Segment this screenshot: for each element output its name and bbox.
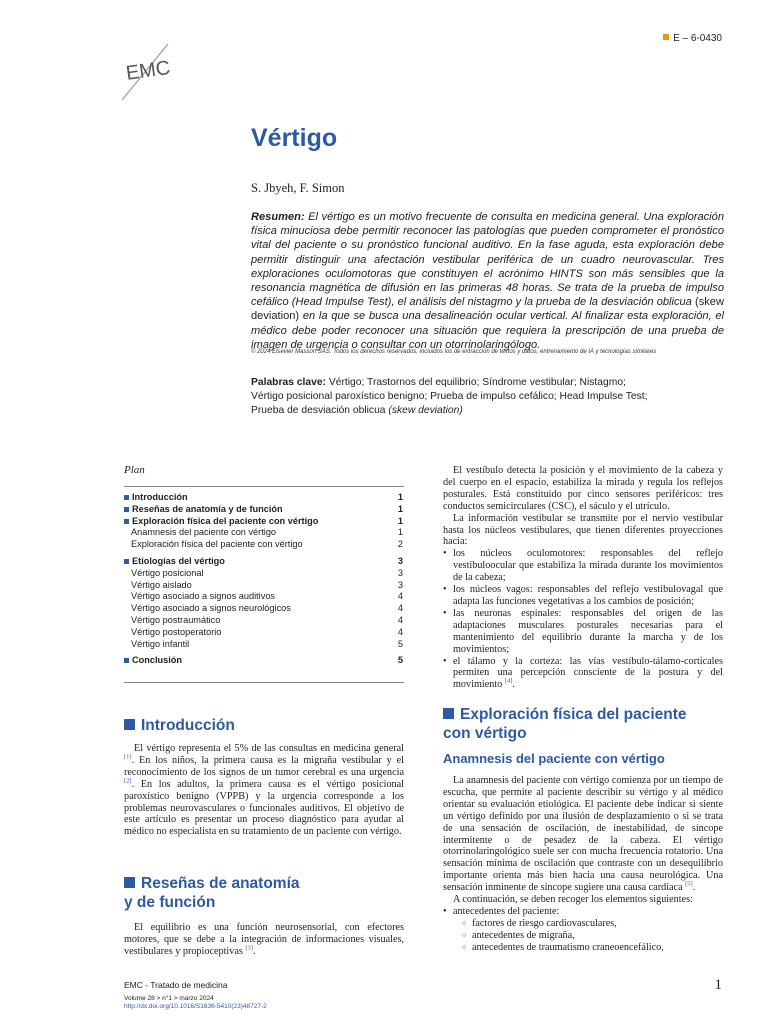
intro-paragraph: El vértigo representa el 5% de las consultas en medicina general [1]. En los niños, la primera causa es la migraña vestibular y el reconocimiento de los signos de un tumor cerebral es una urgencia [2]. En los adultos, la primera causa es el vértigo posicional paroxístico benigno (VPPB) y la urgencia corresponde a los problemas neurovasculares o funcionales auditivos. El objetivo de este artículo es presentar un proceso diagnóstico para ayudar al médico no especialista en su tratamiento de un paciente con vértigo. [124,743,404,838]
subsection-heading-anamnesis: Anamnesis del paciente con vértigo [443,751,665,766]
plan-item[interactable] [124,504,404,516]
section-heading-introduccion: Introducción [124,716,235,735]
volume-info: Volume 28 > n°1 > marzo 2024 http://dx.doi.org/10.1016/S1636-5410(23)48727-2 [124,995,267,1010]
paragraph: A continuación, se deben recoger los elementos siguientes: [453,894,693,906]
plan-item-page: 1 [397,503,403,514]
sublist-item: ○ factores de riesgo cardiovasculares, [453,918,723,930]
plan-item-label: Introducción [132,492,188,502]
copyright-notice: © 2024 Elsevier Masson SAS. Todos los derechos reservados, incluidos los de extracción de textos y datos, entrenamiento de IA y tecnologías similares [251,349,657,355]
plan-divider-bottom [124,682,404,683]
plan-item[interactable] [124,627,404,639]
list-item: • los núcleos oculomotores: responsables del reflejo vestibuloocular que estabiliza la mirada durante los movimientos de la cabeza; [443,548,723,584]
list-item: • antecedentes del paciente: ○ factores de riesgo cardiovasculares, ○ antecedentes de migraña, ○ antecedentes de traumatismo craneoencefálico, [443,906,723,954]
plan-item-page: 1 [397,515,403,526]
anatomy-paragraph: El equilibrio es una función neurosensorial, con efectores motores, que se debe a la integración de informaciones visuales, vestibulares y propioceptivas [3]. [124,922,404,957]
plan-item-page: 2 [397,539,403,550]
plan-item-page: 4 [397,591,403,602]
logo-text: EMC [124,56,172,85]
anamnesis-list [443,906,723,954]
plan-item-page: 5 [397,638,403,649]
reference-link[interactable]: [4] [504,677,513,685]
keywords-line-1: Palabras clave: Vértigo; Trastornos del equilibrio; Síndrome vestibular; Nistagmo; [251,377,626,388]
doi-link[interactable]: http://dx.doi.org/10.1016/S1636-5410(23)48727-2 [124,1003,267,1010]
keywords-line-3: Prueba de desviación oblicua (skew deviation) [251,405,463,416]
plan-item[interactable] [124,603,404,615]
vestibular-text [443,465,723,691]
plan-item[interactable] [124,556,404,568]
plan-item[interactable] [124,527,404,539]
article-code: E – 6-0430 [663,33,722,44]
plan-item-label: Vértigo asociado a signos auditivos [131,591,276,602]
list-item: • las neuronas espinales: responsables del origen de las adaptaciones musculares posturales necesarias para el mantenimiento del equilibrio durante la marcha y de los movimientos; [443,608,723,656]
plan-item-label: Conclusión [132,655,183,666]
plan-item[interactable] [124,516,404,528]
projection-list [443,548,723,691]
paragraph: La anamnesis del paciente con vértigo comienza por un tiempo de escucha, que permite al paciente describir su vértigo y al médico orientar su evaluación etiológica. El paciente debe indicar si siente un vértigo definido por una ilusión de desplazamiento o si se trata de una sensación de oscilación, de inestabilidad, de síncope intermitente o de pesadez de la cabeza. El vértigo otorrinolaringológico suele ser con mucha frecuencia rotatorio. Una sensación mínima de oscilación que contraste con un desequilibrio importante orienta más bien hacia una causa neurológica. Una sensación inminente de síncope sugiere una causa cardíaca [5]. [443,775,723,894]
plan-item[interactable] [124,655,404,667]
keywords-line-2: Vértigo posicional paroxístico benigno; Prueba de impulso cefálico; Head Impulse Test; [251,391,648,402]
plan-item-label: Exploración física del paciente con vértigo [131,539,303,550]
plan-item-label: Anamnesis del paciente con vértigo [131,527,277,538]
plan-item-page: 5 [397,655,403,666]
plan-item-page: 1 [397,492,403,502]
abstract-label: Resumen: [251,211,305,223]
sublist-item: ○ antecedentes de traumatismo craneoencefálico, [453,942,723,954]
list-item: • los núcleos vagos: responsables del reflejo vestibulovagal que adapta las funciones vegetativas a los cambios de posición; [443,584,723,608]
plan-item[interactable] [124,539,404,551]
sublist-item: ○ antecedentes de migraña, [453,930,723,942]
plan-item-page: 4 [397,626,403,637]
plan-list [124,492,404,667]
abstract-text-upright: (skew deviation) [251,296,724,323]
reference-link[interactable]: [1] [124,753,132,761]
plan-item-page: 1 [397,527,403,538]
plan-item-page: 3 [397,579,403,590]
plan-item[interactable] [124,591,404,603]
paragraph: La información vestibular se transmite por el nervio vestibular hasta los núcleos vestibulares, que tienen diferentes proyecciones hacia: [443,512,723,548]
heading-square-icon [124,719,135,730]
plan-item-label: Vértigo posicional [131,567,204,578]
plan-item[interactable] [124,615,404,627]
plan-divider-top [124,486,404,487]
section-heading-anatomia: Reseñas de anatomía y de función [124,875,300,911]
plan-item-label: Vértigo postoperatorio [131,626,222,637]
reference-link[interactable]: [3] [245,944,253,952]
abstract-text-2: en la que se busca una desalineación ocular vertical. Al finalizar esta exploración, el médico debe poder reconocer una situación que requiera la prescripción de una prueba de imagen de urgencia o consultar con un otorrinolaringólogo. [251,310,724,351]
anamnesis-text [443,775,723,954]
emc-logo-icon [120,42,172,104]
journal-name: EMC - Tratado de medicina [124,980,228,990]
plan-item[interactable] [124,568,404,580]
list-item: • el tálamo y la corteza: las vías vestíbulo-tálamo-corticales permiten una percepción consciente de la postura y del movimiento [4]. [443,656,723,692]
abstract-text-1: El vértigo es un motivo frecuente de consulta en medicina general. Una exploración física minuciosa debe permitir reconocer las patologías que pueden comprometer el pronóstico vital del paciente o su pronóstico funcional auditivo. En la fase aguda, esta exploración debe permitir distinguir una afectación vestibular periférica de un cuadro neurovascular. Tres exploraciones oculomotoras que constituyen el acrónimo HINTS son más sensibles que la resonancia magnética de difusión en las primeras 48 horas. Se trata de la prueba de impulso cefálico (Head Impulse Test), el análisis del nistagmo y la prueba de la desviación oblicua [251,211,724,309]
plan-item-label: Exploración física del paciente con vértigo [132,515,319,526]
plan-item[interactable] [124,492,404,504]
orange-square-icon [663,34,669,40]
article-title: Vértigo [251,124,338,152]
plan-item-label: Reseñas de anatomía y de función [132,503,283,514]
plan-title: Plan [124,464,145,476]
article-authors: S. Jbyeh, F. Simon [251,181,345,195]
keywords [251,376,731,418]
plan-item-label: Vértigo postraumático [131,614,221,625]
page-number: 1 [714,977,722,993]
abstract [251,210,724,352]
paragraph: El vestíbulo detecta la posición y el movimiento de la cabeza y del cuerpo en el espacio, estabiliza la mirada y regula los reflejos posturales. Está constituido por cinco sensores periféricos: tres conductos semicirculares (CSC), el sáculo y el utrículo. [443,465,723,512]
reference-link[interactable]: [2] [124,777,132,785]
plan-item-page: 3 [397,555,403,566]
plan-item[interactable] [124,580,404,592]
plan-item-label: Vértigo aislado [131,579,192,590]
plan-item-label: Etiologías del vértigo [132,555,225,566]
heading-square-icon [124,877,135,888]
plan-item-label: Vértigo infantil [131,638,190,649]
anamnesis-sublist [453,918,723,954]
plan-item[interactable] [124,639,404,651]
plan-item-page: 3 [397,567,403,578]
reference-link[interactable]: [5] [685,880,693,888]
plan-item-page: 4 [397,614,403,625]
heading-square-icon [443,708,454,719]
plan-item-page: 4 [397,603,403,614]
plan-item-label: Vértigo asociado a signos neurológicos [131,603,291,614]
section-heading-exploracion: Exploración física del paciente con vértigo [443,706,687,742]
